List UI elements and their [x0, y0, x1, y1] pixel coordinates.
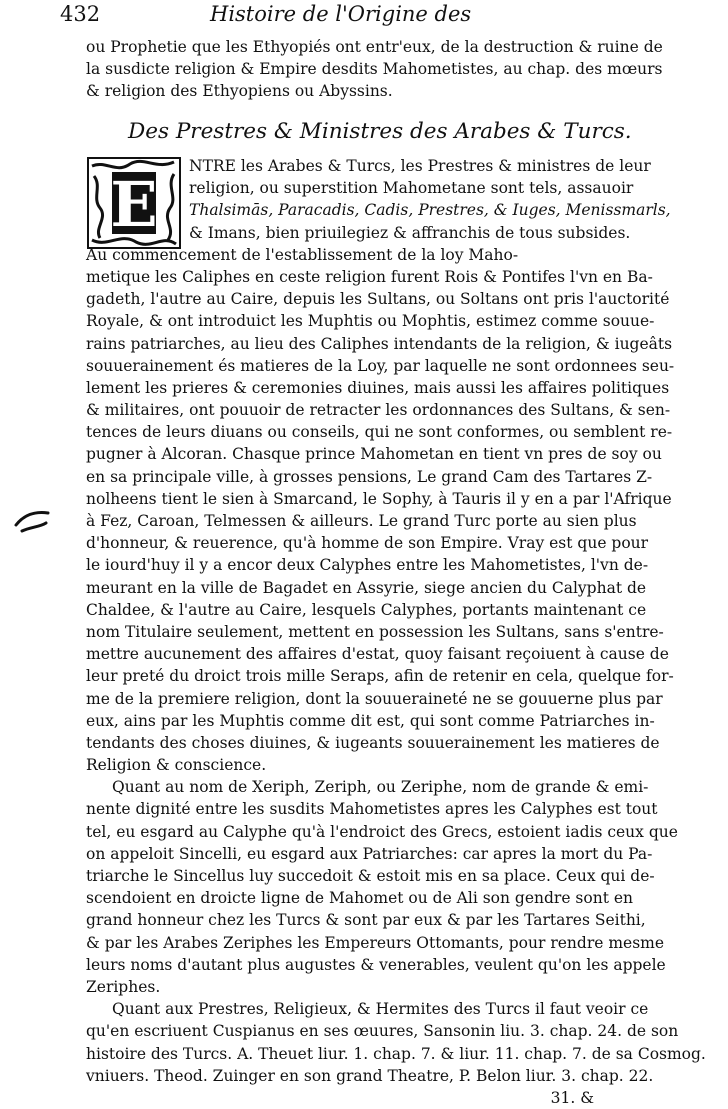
text-line: nente dignité entre les susdits Mahometistes apres les Calyphes est tout	[86, 800, 658, 819]
text-line: ou Prophetie que les Ethyopiés ont entr'eux, de la destruction & ruine de	[86, 38, 663, 56]
text-line: le iourd'huy il y a encor deux Calyphes entre les Mahometistes, l'vn de-	[86, 556, 649, 575]
text-line: on appeloit Sincelli, eu esgard aux Patriarches: car apres la mort du Pa-	[86, 844, 653, 863]
text-line: gadeth, l'autre au Caire, depuis les Sultans, ou Soltans ont pris l'auctorité	[86, 290, 670, 309]
text-line: en sa principale ville, à grosses pensions, Le grand Cam des Tartares Z-	[86, 467, 653, 486]
text-line: leur preté du droict trois mille Seraps, afin de retenir en cela, quelque for-	[86, 667, 674, 686]
page-number: 432	[60, 2, 101, 26]
text-line: eux, ains par les Muphtis comme dit est, qui sont comme Patriarches in-	[86, 711, 655, 730]
section-title: Des Prestres & Ministres des Arabes & Turcs.	[128, 119, 632, 144]
text-line: & Imans, bien priuilegiez & affranchis de tous subsides.	[189, 223, 631, 242]
text-line: & militaires, ont pouuoir de retracter les ordonnances des Sultans, & sen-	[86, 401, 671, 420]
text-line: metique les Caliphes en ceste religion furent Rois & Pontifes l'vn en Ba-	[86, 267, 653, 286]
margin-ink-mark	[12, 505, 52, 535]
text-line: tendants des choses diuines, & iugeants souuerainement les matieres de	[86, 733, 660, 752]
text-line: rains patriarches, au lieu des Caliphes intendants de la religion, & iugeâts	[86, 334, 673, 353]
main-text	[86, 155, 706, 1109]
text-line: grand honneur chez les Turcs & sont par eux & par les Tartares Seithi,	[86, 911, 646, 930]
text-line: lement les prieres & ceremonies diuines, mais aussi les affaires politiques	[86, 378, 670, 397]
text-line: NTRE les Arabes & Turcs, les Prestres & ministres de leur	[189, 157, 651, 175]
text-line: meurant en la ville de Bagadet en Assyrie, siege ancien du Calyphat de	[86, 578, 647, 597]
text-line: Religion & conscience.	[86, 756, 267, 775]
text-line: pugner à Alcoran. Chasque prince Mahometan en tient vn pres de soy ou	[86, 445, 662, 464]
text-line: religion, ou superstition Mahometane sont tels, assauoir	[189, 179, 634, 198]
intro-paragraph	[86, 36, 663, 103]
text-line: & religion des Ethyopiens ou Abyssins.	[86, 82, 393, 101]
text-line: souuerainement és matieres de la Loy, par laquelle ne sont ordonnees seu-	[86, 356, 675, 375]
text-line: la susdicte religion & Empire desdits Mahometistes, au chap. des mœurs	[86, 60, 663, 79]
text-line: qu'en escriuent Cuspianus en ses œuures, Sansonin liu. 3. chap. 24. de son	[86, 1022, 679, 1041]
text-line: Quant aux Prestres, Religieux, & Hermites des Turcs il faut veoir ce	[112, 1000, 649, 1019]
text-line: scendoient en droicte ligne de Mahomet ou de Ali son gendre sont en	[86, 889, 634, 908]
text-line: Thalsimās, Paracadis, Cadis, Prestres, & Iuges, Menissmarls,	[189, 201, 671, 220]
text-line: Zeriphes.	[86, 977, 161, 996]
text-line: vniuers. Theod. Zuinger en son grand Theatre, P. Belon liur. 3. chap. 22.	[86, 1066, 654, 1085]
page-header	[60, 0, 620, 28]
text-line: nom Titulaire seulement, mettent en possession les Sultans, sans s'entre-	[86, 622, 664, 641]
text-line: nolheens tient le sien à Smarcand, le Sophy, à Tauris il y en a par l'Afrique	[86, 489, 672, 508]
text-line: Au commencement de l'establissement de la loy Maho-	[86, 245, 519, 264]
text-line: Chaldee, & l'autre au Caire, lesquels Calyphes, portants maintenant ce	[86, 600, 647, 619]
text-line: d'honneur, & reuerence, qu'à homme de son Empire. Vray est que pour	[86, 534, 649, 553]
initial-letter: E	[110, 168, 158, 241]
text-line: histoire des Turcs. A. Theuet liur. 1. chap. 7. & liur. 11. chap. 7. de sa Cosmog.	[86, 1044, 706, 1063]
text-line: leurs noms d'autant plus augustes & venerables, veulent qu'on les appele	[86, 955, 666, 974]
text-line: tences de leurs diuans ou conseils, qui ne sont conformes, ou semblent re-	[86, 423, 673, 442]
text-line: mettre aucunement des affaires d'estat, quoy faisant reçoiuent à cause de	[86, 645, 669, 664]
text-line: 31. &	[550, 1088, 594, 1107]
text-line: à Fez, Caroan, Telmessen & ailleurs. Le grand Turc porte au sien plus	[86, 512, 637, 530]
text-line: me de la premiere religion, dont la souueraineté ne se gouuerne plus par	[86, 689, 663, 708]
running-title: Histoire de l'Origine des	[210, 2, 472, 26]
text-line: tel, eu esgard au Calyphe qu'à l'endroict des Grecs, estoient iadis ceux que	[86, 822, 678, 841]
text-line: triarche le Sincellus luy succedoit & estoit mis en sa place. Ceux qui de-	[86, 867, 655, 885]
text-line: Quant au nom de Xeriph, Zeriph, ou Zeriphe, nom de grande & emi-	[112, 778, 649, 797]
text-line: & par les Arabes Zeriphes les Empereurs Ottomants, pour rendre mesme	[86, 933, 665, 952]
text-line: Royale, & ont introduict les Muphtis ou Mophtis, estimez comme souue-	[86, 312, 655, 331]
